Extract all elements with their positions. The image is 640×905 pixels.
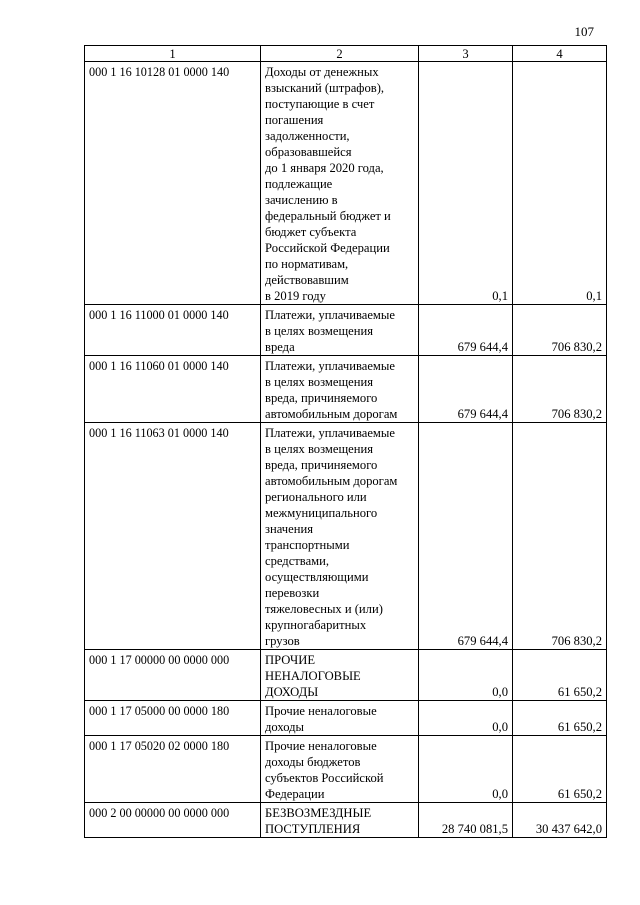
amount-col3: 28 740 081,5	[419, 803, 513, 838]
column-header: 2	[261, 46, 419, 62]
amount-col4: 0,1	[513, 62, 607, 305]
amount-col3: 0,0	[419, 701, 513, 736]
amount-col4: 61 650,2	[513, 650, 607, 701]
amount-col3: 0,0	[419, 736, 513, 803]
revenue-name: Прочие неналоговые доходы бюджетов субъектов Российской Федерации	[261, 736, 419, 803]
amount-col4: 61 650,2	[513, 736, 607, 803]
amount-col3: 679 644,4	[419, 423, 513, 650]
column-header: 3	[419, 46, 513, 62]
amount-col4: 61 650,2	[513, 701, 607, 736]
table-row	[85, 423, 607, 650]
column-header: 4	[513, 46, 607, 62]
page-number: 107	[574, 24, 594, 39]
amount-col4: 30 437 642,0	[513, 803, 607, 838]
revenue-name: Доходы от денежных взысканий (штрафов), поступающие в счет погашения задолженности, образовавшейся до 1 января 2020 года, подлежащие зачислению в федеральный бюджет и бюджет субъекта Российской Федерации по нормативам, действовавшим в 2019 году	[261, 62, 419, 305]
revenue-name: Платежи, уплачиваемые в целях возмещения вреда	[261, 305, 419, 356]
amount-col3: 0,0	[419, 650, 513, 701]
revenue-name: Платежи, уплачиваемые в целях возмещения вреда, причиняемого автомобильным дорогам	[261, 356, 419, 423]
table-row	[85, 305, 607, 356]
column-header: 1	[85, 46, 261, 62]
table-row	[85, 803, 607, 838]
budget-code: 000 1 16 10128 01 0000 140	[85, 62, 261, 305]
amount-col3: 0,1	[419, 62, 513, 305]
amount-col4: 706 830,2	[513, 305, 607, 356]
amount-col3: 679 644,4	[419, 305, 513, 356]
amount-col3: 679 644,4	[419, 356, 513, 423]
table-row	[85, 356, 607, 423]
budget-code: 000 1 16 11063 01 0000 140	[85, 423, 261, 650]
amount-col4: 706 830,2	[513, 423, 607, 650]
budget-code: 000 1 17 00000 00 0000 000	[85, 650, 261, 701]
revenue-name: БЕЗВОЗМЕЗДНЫЕ ПОСТУПЛЕНИЯ	[261, 803, 419, 838]
table-row	[85, 736, 607, 803]
amount-col4: 706 830,2	[513, 356, 607, 423]
table-header-row	[85, 46, 607, 62]
budget-code: 000 1 16 11000 01 0000 140	[85, 305, 261, 356]
budget-code: 000 1 16 11060 01 0000 140	[85, 356, 261, 423]
revenue-name: Прочие неналоговые доходы	[261, 701, 419, 736]
budget-code: 000 1 17 05000 00 0000 180	[85, 701, 261, 736]
revenue-name: ПРОЧИЕ НЕНАЛОГОВЫЕ ДОХОДЫ	[261, 650, 419, 701]
table-row	[85, 62, 607, 305]
budget-code: 000 1 17 05020 02 0000 180	[85, 736, 261, 803]
table-row	[85, 650, 607, 701]
budget-code: 000 2 00 00000 00 0000 000	[85, 803, 261, 838]
revenue-name: Платежи, уплачиваемые в целях возмещения вреда, причиняемого автомобильным дорогам регионального или межмуниципального значения транспортными средствами, осуществляющими перевозки тяжеловесных и (или) крупногабаритных грузов	[261, 423, 419, 650]
table-row	[85, 701, 607, 736]
budget-revenue-table	[84, 45, 607, 838]
